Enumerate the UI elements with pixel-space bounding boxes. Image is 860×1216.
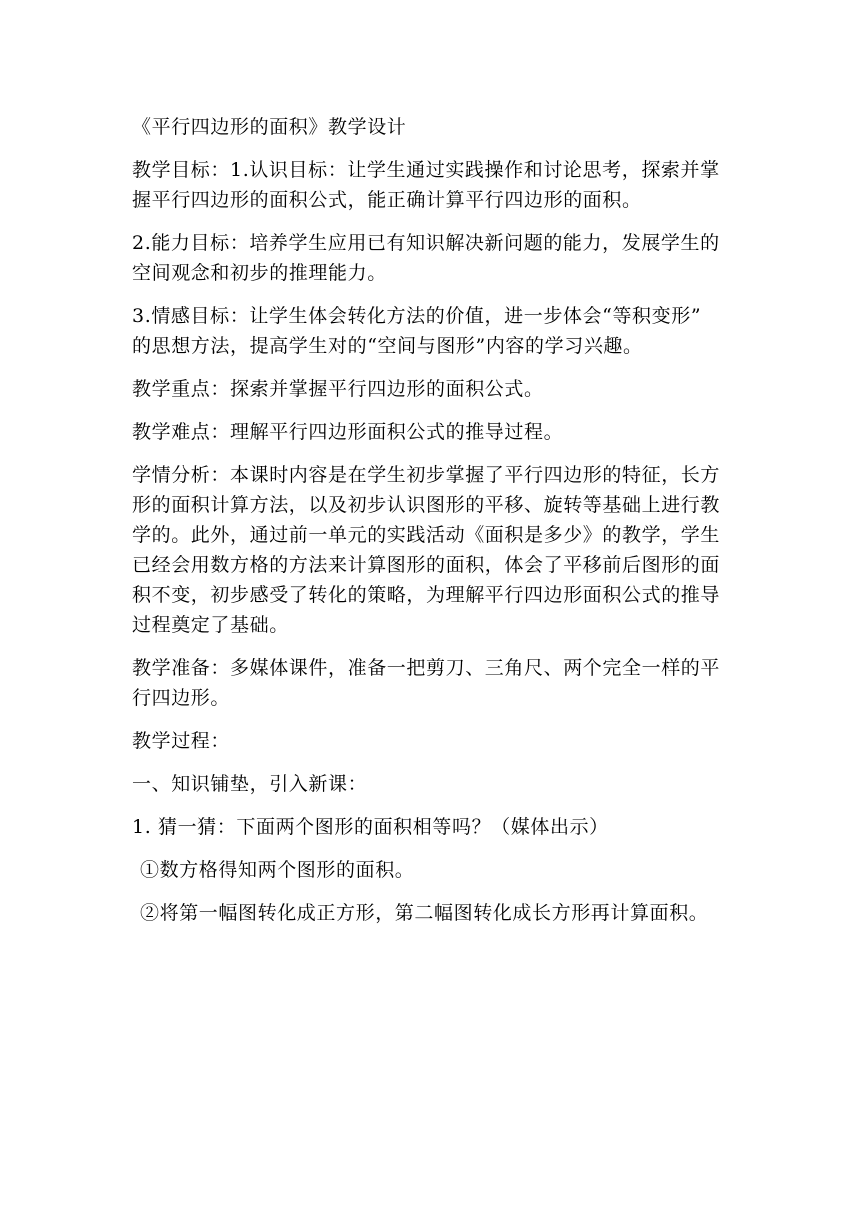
paragraph-spacer [132,361,732,374]
paragraph-line: 2.能力目标：培养学生应用已有知识解决新问题的能力，发展学生的 [132,232,720,254]
paragraph-spacer [132,640,732,653]
paragraph-spacer [132,447,732,460]
paragraph-line: ①数方格得知两个图形的面积。 [140,859,415,881]
paragraph [132,155,732,215]
paragraph [132,417,732,447]
paragraph-spacer [132,756,732,769]
paragraph-line: 学的。此外，通过前一单元的实践活动《面积是多少》的教学，学生 [132,524,721,546]
paragraph-spacer [132,842,732,855]
paragraph-line: 教学重点：探索并掌握平行四边形的面积公式。 [132,378,544,400]
paragraph-line: 一、知识铺垫，引入新课： [132,773,368,795]
paragraph-line: 行四边形。 [132,687,231,709]
paragraph-line: ②将第一幅图转化成正方形，第二幅图转化成长方形再计算面积。 [140,902,709,924]
paragraph-line: 教学难点：理解平行四边形面积公式的推导过程。 [132,421,564,443]
paragraph [132,653,732,713]
paragraph [132,374,732,404]
paragraph-line: 形的面积计算方法，以及初步认识图形的平移、旋转等基础上进行教 [132,494,721,516]
paragraph [132,301,732,361]
paragraph-spacer [132,404,732,417]
paragraph [132,769,732,799]
paragraph-line: 已经会用数方格的方法来计算图形的面积，体会了平移前后图形的面 [132,554,721,576]
paragraph-spacer [132,215,732,228]
paragraph-line: 学情分析：本课时内容是在学生初步掌握了平行四边形的特征，长方 [132,464,721,486]
paragraph-line: 积不变，初步感受了转化的策略，为理解平行四边形面积公式的推导 [132,584,721,606]
paragraph [132,898,732,928]
paragraph [132,726,732,756]
paragraph-line: 3.情感目标：让学生体会转化方法的价值，进一步体会“等积变形” [132,305,702,327]
paragraph-spacer [132,713,732,726]
paragraph-line: 握平行四边形的面积公式，能正确计算平行四边形的面积。 [132,189,642,211]
paragraph-line: 教学目标：1.认识目标：让学生通过实践操作和讨论思考，探索并掌 [132,159,720,181]
document-title: 《平行四边形的面积》教学设计 [132,116,407,138]
document-page [132,112,732,928]
paragraph-line: 空间观念和初步的推理能力。 [132,262,387,284]
paragraph-line: 的思想方法，提高学生对的“空间与图形”内容的学习兴趣。 [132,335,643,357]
paragraph-line: 过程奠定了基础。 [132,614,289,636]
paragraph-spacer [132,288,732,301]
paragraph-spacer [132,885,732,898]
paragraph-line: 教学准备：多媒体课件，准备一把剪刀、三角尺、两个完全一样的平 [132,657,721,679]
paragraph-line: 教学过程： [132,730,231,752]
paragraph-line: 1. 猜一猜：下面两个图形的面积相等吗？（媒体出示） [132,816,609,838]
paragraph-spacer [132,799,732,812]
paragraph [132,812,732,842]
paragraph [132,855,732,885]
paragraph [132,460,732,640]
document-body [132,155,732,928]
paragraph [132,228,732,288]
